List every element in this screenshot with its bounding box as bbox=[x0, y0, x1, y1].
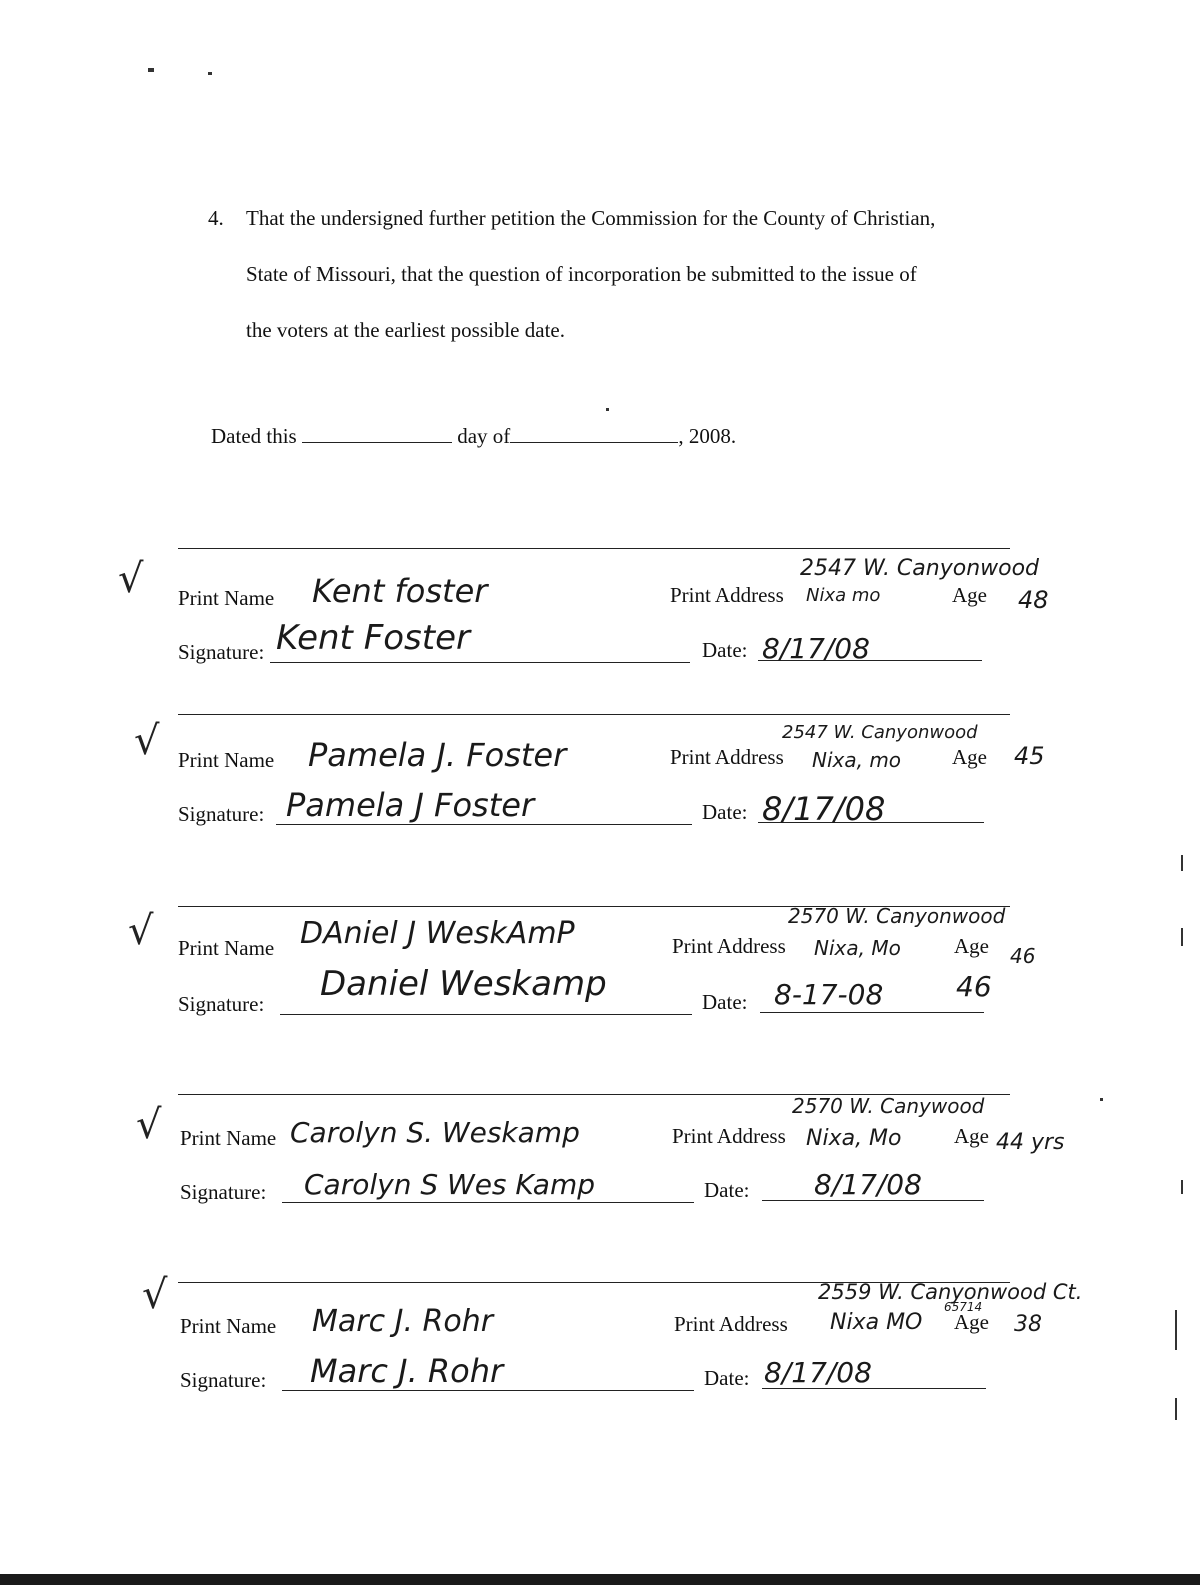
dated-line bbox=[211, 424, 736, 449]
entry-2-date-label: Date: bbox=[702, 800, 748, 824]
entry-3-signature-label: Signature: bbox=[178, 992, 265, 1016]
entry-4-name: Carolyn S. Weskamp bbox=[290, 1116, 580, 1149]
entry-4-address-line-1: 2570 W. Canywood bbox=[792, 1094, 985, 1118]
entry-3-address-line-2: Nixa, Mo bbox=[814, 936, 901, 960]
dated-middle: day of bbox=[457, 424, 511, 448]
entry-5-date: 8/17/08 bbox=[764, 1356, 872, 1389]
entry-1-top-rule bbox=[178, 548, 1010, 549]
entry-1-signature-label: Signature: bbox=[178, 640, 265, 664]
entry-3-check: √ bbox=[128, 908, 154, 954]
entry-5-date-label: Date: bbox=[704, 1366, 750, 1390]
entry-1-name: Kent foster bbox=[312, 572, 488, 610]
entry-1-address-line-2: Nixa mo bbox=[806, 585, 881, 606]
entry-2-signature: Pamela J Foster bbox=[286, 786, 535, 824]
scan-speck bbox=[606, 408, 609, 411]
entry-5-signature: Marc J. Rohr bbox=[310, 1352, 504, 1390]
entry-2-age-label: Age bbox=[952, 745, 987, 769]
entry-1-print-address-label: Print Address bbox=[670, 583, 784, 607]
entry-2-age: 45 bbox=[1014, 742, 1045, 770]
entry-2-address-line-1: 2547 W. Canyonwood bbox=[782, 722, 978, 743]
entry-1-check: √ bbox=[118, 556, 144, 602]
entry-1-print-name-label: Print Name bbox=[178, 586, 275, 610]
entry-5-name: Marc J. Rohr bbox=[312, 1304, 494, 1339]
entry-5-age-label: Age bbox=[954, 1310, 989, 1334]
dated-suffix: , 2008. bbox=[678, 424, 737, 448]
entry-1-signature: Kent Foster bbox=[276, 618, 470, 658]
entry-4-check: √ bbox=[136, 1102, 162, 1148]
entry-2-name: Pamela J. Foster bbox=[308, 736, 567, 774]
entry-2-signature-label: Signature: bbox=[178, 802, 265, 826]
paragraph-line-1: That the undersigned further petition the Commission for the County of Christian, bbox=[246, 206, 936, 230]
scan-speck bbox=[148, 68, 154, 72]
entry-1-address-line-1: 2547 W. Canyonwood bbox=[800, 556, 1040, 581]
scan-edge-mark bbox=[1181, 1180, 1183, 1194]
entry-4-print-address-label: Print Address bbox=[672, 1124, 786, 1148]
entry-5-print-address-label: Print Address bbox=[674, 1312, 788, 1336]
entry-3-name: DAniel J WeskAmP bbox=[300, 916, 575, 951]
entry-3-date-line bbox=[760, 1012, 984, 1013]
entry-3-age: 46 bbox=[1010, 944, 1036, 968]
entry-3-address-line-1: 2570 W. Canyonwood bbox=[788, 904, 1006, 928]
entry-4-address-line-2: Nixa, Mo bbox=[806, 1126, 902, 1151]
scan-edge-mark bbox=[1181, 855, 1183, 871]
paragraph-number: 4. bbox=[208, 206, 224, 230]
entry-1-age-label: Age bbox=[952, 583, 987, 607]
entry-2-address-line-2: Nixa, mo bbox=[812, 748, 902, 772]
entry-5-print-name-label: Print Name bbox=[180, 1314, 277, 1338]
entry-2-signature-line bbox=[276, 824, 692, 825]
entry-4-age: 44 yrs bbox=[996, 1130, 1065, 1155]
entry-4-age-label: Age bbox=[954, 1124, 989, 1148]
entry-2-check: √ bbox=[134, 718, 160, 764]
scan-edge-mark bbox=[1175, 1310, 1177, 1350]
scan-speck bbox=[1100, 1098, 1103, 1101]
entry-5-address-zip: 65714 bbox=[944, 1300, 983, 1314]
paragraph-line-3: the voters at the earliest possible date. bbox=[246, 318, 565, 342]
entry-2-print-name-label: Print Name bbox=[178, 748, 275, 772]
entry-4-date-label: Date: bbox=[704, 1178, 750, 1202]
paragraph-line-2: State of Missouri, that the question of incorporation be submitted to the issue of bbox=[246, 262, 917, 286]
entry-1-age: 48 bbox=[1018, 586, 1049, 614]
entry-4-signature-line bbox=[282, 1202, 694, 1203]
entry-3-signature: Daniel Weskamp bbox=[320, 964, 607, 1004]
entry-3-signature-line bbox=[280, 1014, 692, 1015]
entry-2-date: 8/17/08 bbox=[762, 790, 886, 828]
entry-5-age: 38 bbox=[1014, 1312, 1042, 1337]
entry-3-date: 8-17-08 bbox=[774, 978, 884, 1011]
entry-5-address-line-1: 2559 W. Canyonwood Ct. bbox=[818, 1280, 1083, 1304]
entry-5-signature-line bbox=[282, 1390, 694, 1391]
entry-4-print-name-label: Print Name bbox=[180, 1126, 277, 1150]
entry-2-top-rule bbox=[178, 714, 1010, 715]
entry-5-check: √ bbox=[142, 1272, 168, 1318]
entry-3-date-label: Date: bbox=[702, 990, 748, 1014]
month-blank bbox=[510, 426, 678, 443]
entry-3-print-name-label: Print Name bbox=[178, 936, 275, 960]
entry-1-date: 8/17/08 bbox=[762, 632, 870, 665]
entry-3-age-label: Age bbox=[954, 934, 989, 958]
entry-1-signature-line bbox=[270, 662, 690, 663]
scan-bottom-edge bbox=[0, 1574, 1200, 1585]
entry-4-signature-label: Signature: bbox=[180, 1180, 267, 1204]
scan-edge-mark bbox=[1175, 1398, 1177, 1420]
entry-5-address-line-2: Nixa MO bbox=[830, 1310, 923, 1335]
entry-5-signature-label: Signature: bbox=[180, 1368, 267, 1392]
dated-prefix: Dated this bbox=[211, 424, 297, 448]
entry-3-date-extra: 46 bbox=[956, 970, 992, 1003]
scan-speck bbox=[208, 72, 212, 75]
scan-edge-mark bbox=[1181, 928, 1183, 946]
entry-1-date-label: Date: bbox=[702, 638, 748, 662]
entry-4-date: 8/17/08 bbox=[814, 1168, 922, 1201]
day-blank bbox=[302, 426, 452, 443]
entry-4-signature: Carolyn S Wes Kamp bbox=[304, 1168, 595, 1201]
paragraph-4 bbox=[208, 190, 1108, 358]
entry-3-print-address-label: Print Address bbox=[672, 934, 786, 958]
entry-2-print-address-label: Print Address bbox=[670, 745, 784, 769]
